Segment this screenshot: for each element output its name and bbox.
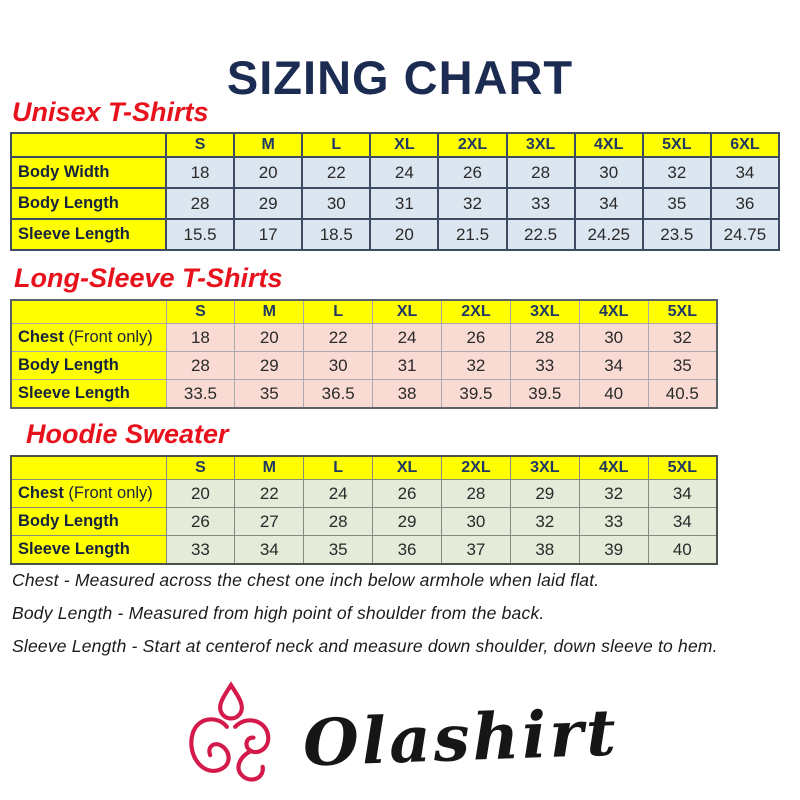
measurement-value-cell: 34	[235, 536, 304, 565]
measurement-value-cell: 37	[442, 536, 511, 565]
size-column-header: 2XL	[442, 300, 511, 324]
measurement-value-cell: 26	[442, 324, 511, 352]
olashirt-swirl-logo-icon	[181, 680, 281, 797]
measurement-value-cell: 24	[370, 157, 438, 188]
measurement-value-cell: 36	[373, 536, 442, 565]
measurement-value-cell: 20	[166, 480, 235, 508]
measurement-value-cell: 18.5	[302, 219, 370, 250]
measurement-value-cell: 15.5	[166, 219, 234, 250]
size-column-header: L	[304, 300, 373, 324]
size-column-header: XL	[373, 456, 442, 480]
measurement-value-cell: 33	[166, 536, 235, 565]
footnote-sleeve-length: Sleeve Length - Start at centerof neck and measure down shoulder, down sleeve to hem.	[12, 636, 718, 656]
measurement-value-cell: 24.75	[711, 219, 779, 250]
measurement-value-cell: 29	[373, 508, 442, 536]
measurement-value-cell: 33	[507, 188, 575, 219]
measurement-value-cell: 28	[442, 480, 511, 508]
size-column-header: 3XL	[510, 456, 579, 480]
brand-logo	[0, 680, 800, 797]
measurement-footnotes	[12, 570, 718, 669]
measurement-value-cell: 29	[510, 480, 579, 508]
measurement-value-cell: 20	[370, 219, 438, 250]
measurement-value-cell: 17	[234, 219, 302, 250]
size-column-header: 6XL	[711, 133, 779, 157]
measurement-value-cell: 33	[510, 352, 579, 380]
measurement-value-cell: 34	[648, 508, 717, 536]
measurement-value-cell: 30	[442, 508, 511, 536]
row-label: Body Length	[11, 508, 166, 536]
size-column-header: 5XL	[643, 133, 711, 157]
measurement-value-cell: 22.5	[507, 219, 575, 250]
footnote-body-length: Body Length - Measured from high point of shoulder from the back.	[12, 603, 545, 623]
measurement-value-cell: 32	[438, 188, 506, 219]
measurement-row	[11, 324, 717, 352]
measurement-value-cell: 22	[302, 157, 370, 188]
measurement-value-cell: 31	[373, 352, 442, 380]
size-column-header: 2XL	[438, 133, 506, 157]
measurement-value-cell: 24	[373, 324, 442, 352]
size-column-header: S	[166, 456, 235, 480]
measurement-value-cell: 28	[166, 352, 235, 380]
size-column-header: 5XL	[648, 300, 717, 324]
measurement-value-cell: 38	[373, 380, 442, 409]
corner-cell	[11, 456, 166, 480]
size-column-header: M	[235, 300, 304, 324]
measurement-value-cell: 33	[579, 508, 648, 536]
size-header-row	[11, 456, 717, 480]
measurement-value-cell: 32	[579, 480, 648, 508]
measurement-value-cell: 35	[304, 536, 373, 565]
measurement-value-cell: 30	[302, 188, 370, 219]
measurement-value-cell: 39.5	[510, 380, 579, 409]
measurement-value-cell: 36	[711, 188, 779, 219]
sizing-table-unisex-tshirts	[10, 132, 780, 251]
measurement-value-cell: 28	[507, 157, 575, 188]
measurement-value-cell: 24	[304, 480, 373, 508]
measurement-value-cell: 35	[643, 188, 711, 219]
measurement-value-cell: 18	[166, 157, 234, 188]
measurement-value-cell: 21.5	[438, 219, 506, 250]
section-heading-unisex-tshirts: Unisex T-Shirts	[12, 97, 209, 127]
size-column-header: 4XL	[579, 456, 648, 480]
measurement-value-cell: 29	[235, 352, 304, 380]
measurement-row	[11, 352, 717, 380]
measurement-value-cell: 30	[579, 324, 648, 352]
measurement-row	[11, 380, 717, 409]
measurement-value-cell: 22	[304, 324, 373, 352]
size-column-header: 4XL	[579, 300, 648, 324]
measurement-value-cell: 28	[166, 188, 234, 219]
row-label: Body Width	[11, 157, 166, 188]
section-heading-longsleeve-tshirts: Long-Sleeve T-Shirts	[14, 263, 283, 293]
row-label: Sleeve Length	[11, 219, 166, 250]
measurement-value-cell: 26	[438, 157, 506, 188]
size-column-header: S	[166, 300, 235, 324]
measurement-value-cell: 27	[235, 508, 304, 536]
measurement-value-cell: 32	[648, 324, 717, 352]
size-column-header: M	[235, 456, 304, 480]
size-column-header: 4XL	[575, 133, 643, 157]
measurement-value-cell: 34	[575, 188, 643, 219]
size-header-row	[11, 300, 717, 324]
page-title: SIZING CHART	[226, 51, 574, 104]
row-label: Sleeve Length	[11, 380, 166, 409]
measurement-value-cell: 35	[648, 352, 717, 380]
measurement-row	[11, 536, 717, 565]
measurement-value-cell: 34	[711, 157, 779, 188]
measurement-value-cell: 28	[304, 508, 373, 536]
measurement-value-cell: 26	[373, 480, 442, 508]
size-column-header: S	[166, 133, 234, 157]
size-column-header: 3XL	[510, 300, 579, 324]
measurement-row	[11, 219, 779, 250]
measurement-value-cell: 38	[510, 536, 579, 565]
measurement-value-cell: 35	[235, 380, 304, 409]
row-label: Sleeve Length	[11, 536, 166, 565]
measurement-value-cell: 32	[442, 352, 511, 380]
row-label: Body Length	[11, 352, 166, 380]
measurement-row	[11, 188, 779, 219]
measurement-value-cell: 34	[648, 480, 717, 508]
size-column-header: 2XL	[442, 456, 511, 480]
size-header-row	[11, 133, 779, 157]
measurement-value-cell: 39	[579, 536, 648, 565]
measurement-value-cell: 40.5	[648, 380, 717, 409]
size-column-header: 3XL	[507, 133, 575, 157]
measurement-value-cell: 26	[166, 508, 235, 536]
measurement-value-cell: 20	[235, 324, 304, 352]
row-label: Chest (Front only)	[11, 324, 166, 352]
row-label-note: (Front only)	[63, 484, 153, 502]
measurement-value-cell: 39.5	[442, 380, 511, 409]
sizing-table-longsleeve-tshirts	[10, 299, 718, 409]
measurement-value-cell: 31	[370, 188, 438, 219]
size-column-header: XL	[370, 133, 438, 157]
measurement-value-cell: 32	[643, 157, 711, 188]
measurement-value-cell: 29	[234, 188, 302, 219]
measurement-row	[11, 157, 779, 188]
measurement-value-cell: 34	[579, 352, 648, 380]
row-label-note: (Front only)	[63, 328, 153, 346]
measurement-value-cell: 36.5	[304, 380, 373, 409]
measurement-value-cell: 20	[234, 157, 302, 188]
footnote-chest: Chest - Measured across the chest one inch below armhole when laid flat.	[12, 570, 600, 590]
section-heading-hoodie-sweater: Hoodie Sweater	[26, 419, 229, 449]
measurement-value-cell: 40	[579, 380, 648, 409]
corner-cell	[11, 133, 166, 157]
row-label: Chest (Front only)	[11, 480, 166, 508]
measurement-value-cell: 40	[648, 536, 717, 565]
size-column-header: XL	[373, 300, 442, 324]
size-column-header: M	[234, 133, 302, 157]
size-column-header: 5XL	[648, 456, 717, 480]
measurement-value-cell: 33.5	[166, 380, 235, 409]
sizing-table-hoodie-sweater	[10, 455, 718, 565]
measurement-value-cell: 22	[235, 480, 304, 508]
measurement-value-cell: 24.25	[575, 219, 643, 250]
measurement-value-cell: 28	[510, 324, 579, 352]
size-column-header: L	[302, 133, 370, 157]
measurement-value-cell: 30	[575, 157, 643, 188]
size-column-header: L	[304, 456, 373, 480]
corner-cell	[11, 300, 166, 324]
brand-logo-text: Olashirt	[301, 695, 621, 781]
measurement-value-cell: 30	[304, 352, 373, 380]
measurement-value-cell: 23.5	[643, 219, 711, 250]
row-label: Body Length	[11, 188, 166, 219]
measurement-value-cell: 32	[510, 508, 579, 536]
measurement-row	[11, 508, 717, 536]
measurement-row	[11, 480, 717, 508]
measurement-value-cell: 18	[166, 324, 235, 352]
